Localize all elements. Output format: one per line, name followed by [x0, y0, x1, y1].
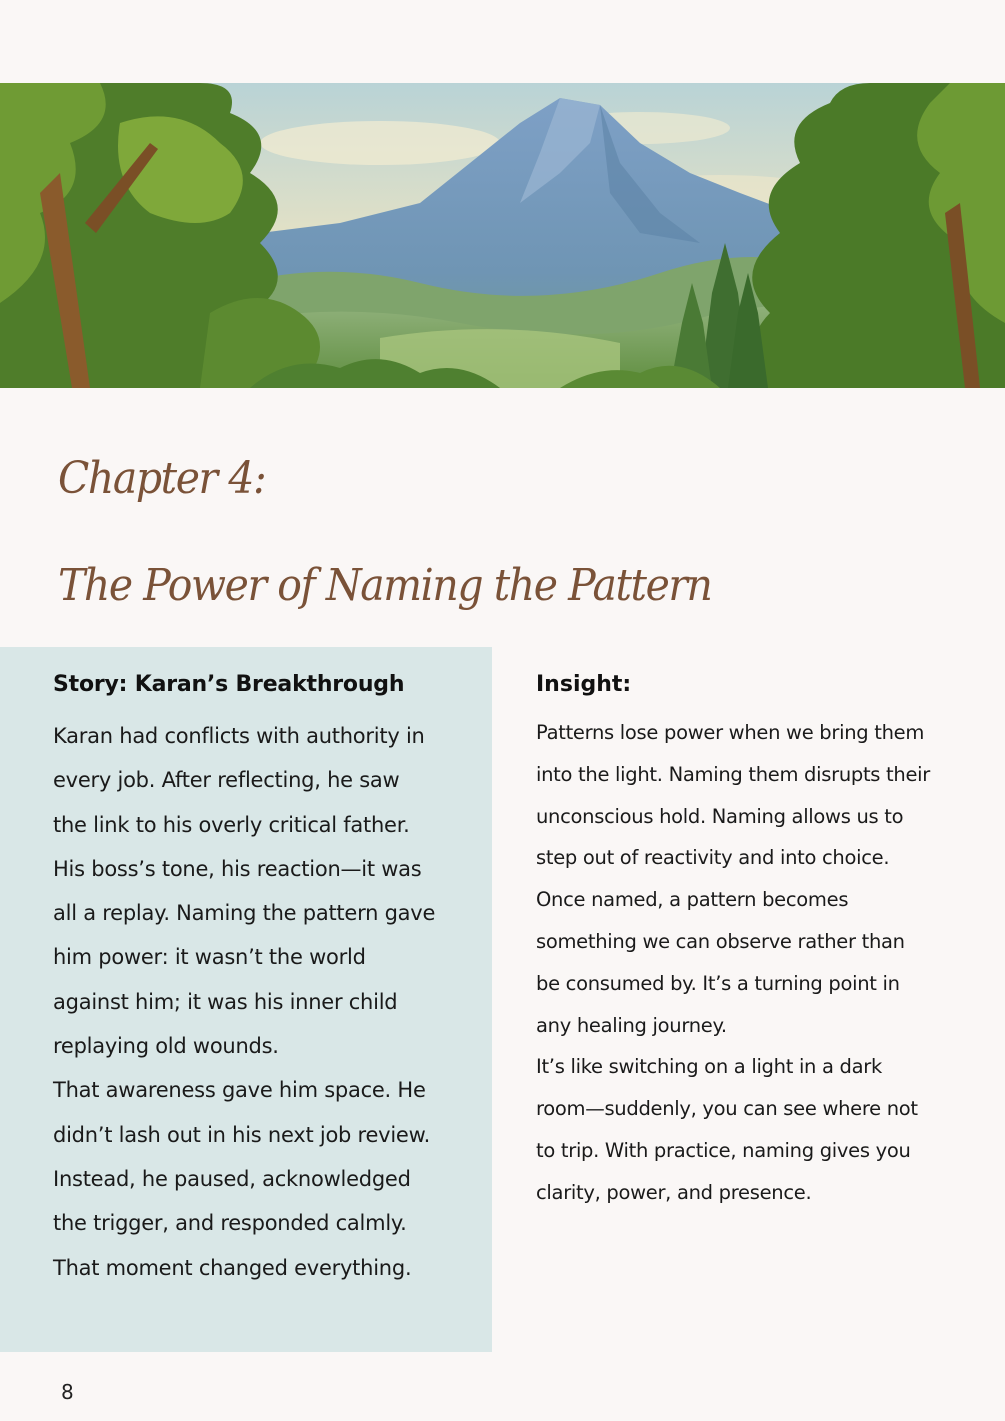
- story-line: Instead, he paused, acknowledged: [53, 1166, 411, 1191]
- story-line: didn’t lash out in his next job review.: [53, 1122, 430, 1147]
- story-heading: Story: Karan’s Breakthrough: [53, 672, 405, 697]
- insight-line: clarity, power, and presence.: [536, 1180, 812, 1204]
- insight-line: It’s like switching on a light in a dark: [536, 1055, 882, 1079]
- insight-line: step out of reactivity and into choice.: [536, 846, 890, 870]
- insight-line: be consumed by. It’s a turning point in: [536, 971, 900, 995]
- story-body: [53, 714, 485, 1290]
- story-line: Karan had conflicts with authority in: [53, 724, 425, 748]
- insight-line: unconscious hold. Naming allows us to: [536, 804, 904, 828]
- insight-line: Patterns lose power when we bring them: [536, 721, 925, 744]
- insight-line: to trip. With practice, naming gives you: [536, 1138, 911, 1162]
- page-number: 8: [61, 1380, 74, 1404]
- chapter-title: [58, 425, 712, 639]
- story-line: all a replay. Naming the pattern gave: [53, 901, 436, 926]
- insight-line: Once named, a pattern becomes: [536, 888, 849, 912]
- story-line: against him; it was his inner child: [53, 989, 398, 1014]
- story-line: That moment changed everything.: [53, 1255, 412, 1280]
- mountain-landscape-illustration: [0, 83, 1005, 388]
- insight-line: room—suddenly, you can see where not: [536, 1097, 918, 1121]
- story-line: replaying old wounds.: [53, 1034, 279, 1059]
- chapter-title-line-1: Chapter 4:: [58, 453, 266, 504]
- insight-line: into the light. Naming them disrupts their: [536, 762, 930, 786]
- insight-heading: Insight:: [536, 672, 632, 697]
- chapter-title-line-2: The Power of Naming the Pattern: [58, 560, 712, 611]
- story-line: That awareness gave him space. He: [53, 1078, 426, 1103]
- story-line: him power: it wasn’t the world: [53, 945, 366, 970]
- story-line: every job. After reflecting, he saw: [53, 768, 400, 793]
- insight-body: [536, 712, 976, 1214]
- story-line: the link to his overly critical father.: [53, 812, 410, 837]
- story-line: His boss’s tone, his reaction—it was: [53, 856, 422, 881]
- story-line: the trigger, and responded calmly.: [53, 1211, 407, 1236]
- insight-line: something we can observe rather than: [536, 929, 905, 953]
- insight-line: any healing journey.: [536, 1013, 727, 1037]
- hero-landscape-image: [0, 83, 1005, 388]
